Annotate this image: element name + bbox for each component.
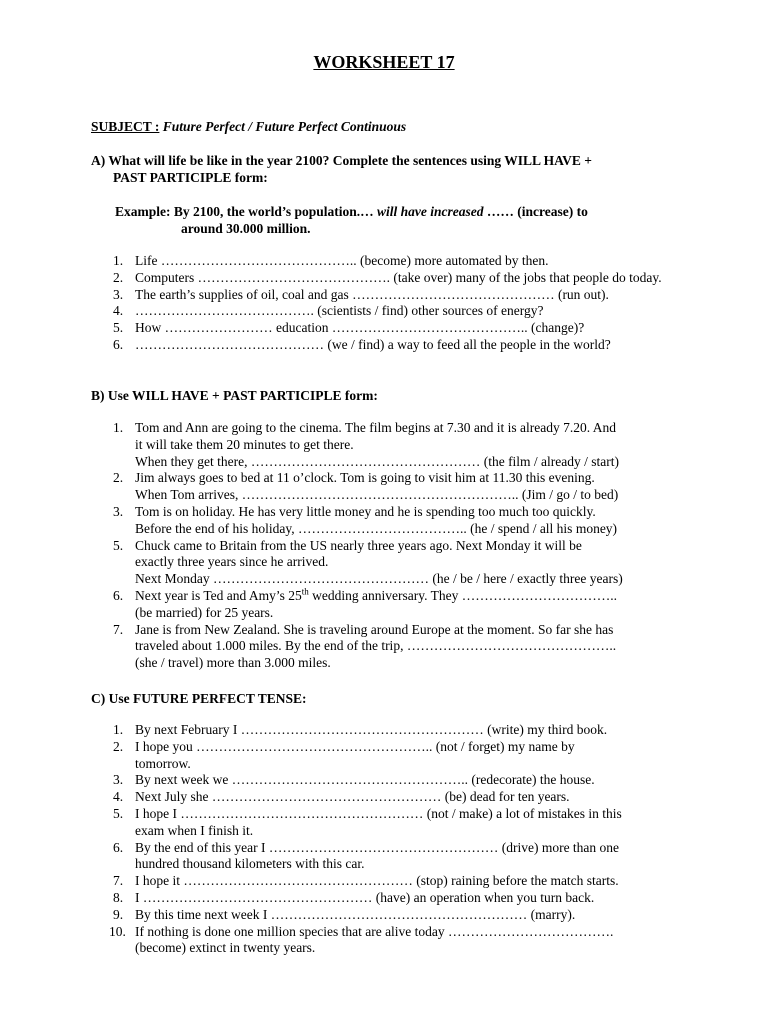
- item-number: 1.: [113, 253, 124, 268]
- item-line: (be married) for 25 years.: [135, 604, 274, 620]
- section-a-heading-line2: PAST PARTICIPLE form:: [113, 170, 268, 185]
- list-item: [113, 873, 703, 890]
- item-number: 5.: [113, 537, 124, 553]
- item-number: 2.: [113, 269, 124, 285]
- item-line: I …………………………………………… (have) an operation when you turn back.: [135, 889, 595, 905]
- list-item: [113, 789, 703, 806]
- item-line: Jane is from New Zealand. She is traveling around Europe at the moment. So far she has: [135, 621, 614, 637]
- item-line: I hope it …………………………………………… (stop) raining before the match starts.: [135, 873, 619, 889]
- item-line: By next week we …………………………………………….. (redecorate) the house.: [135, 772, 595, 788]
- list-item: [113, 303, 703, 320]
- item-line: Before the end of his holiday, ……………………………….. (he / spend / all his money): [135, 520, 618, 536]
- item-number: 5.: [113, 320, 124, 336]
- item-line: By this time next week I ………………………………………………… (marry).: [135, 906, 576, 922]
- item-line: it will take them 20 minutes to get there.: [135, 436, 354, 452]
- item-line: Next Monday ………………………………………… (he / be / here / exactly three years): [135, 571, 623, 587]
- item-line: Chuck came to Britain from the US nearly three years ago. Next Monday it will be: [135, 537, 582, 553]
- item-line: When Tom arrives, …………………………………………………….. (Jim / go / to bed): [135, 487, 619, 503]
- item-line: Next July she …………………………………………… (be) dead for ten years.: [135, 789, 570, 805]
- item-line: I hope you …………………………………………….. (not / forget) my name by: [135, 738, 575, 754]
- list-item: [113, 270, 703, 287]
- item-line: tomorrow.: [135, 755, 191, 771]
- item-number: 6.: [113, 587, 124, 603]
- example-line2: around 30.000 million.: [181, 221, 311, 236]
- item-line: Tom and Ann are going to the cinema. The film begins at 7.30 and it is already 7.20. And: [135, 420, 616, 435]
- item-line: exam when I finish it.: [135, 822, 254, 838]
- item-number: 4.: [113, 303, 124, 319]
- item-number: 1.: [113, 420, 124, 435]
- item-line: By next February I ……………………………………………… (write) my third book.: [135, 722, 608, 737]
- section-a-heading-line1: A) What will life be like in the year 2100? Complete the sentences using WILL HAVE +: [91, 153, 592, 168]
- subject-value: Future Perfect / Future Perfect Continuous: [162, 119, 407, 134]
- list-item: [113, 890, 703, 907]
- list-item: [113, 772, 703, 789]
- section-b-list: [113, 420, 703, 672]
- section-b-heading: B) Use WILL HAVE + PAST PARTICIPLE form:: [91, 388, 378, 403]
- section-c-list: [109, 722, 703, 957]
- example-sentence: [115, 203, 675, 237]
- item-line: (become) extinct in twenty years.: [135, 940, 316, 956]
- item-number: 9.: [113, 906, 124, 922]
- item-text: Computers ……………………………………. (take over) many of the jobs that people do today.: [135, 269, 662, 285]
- item-text: …………………………………. (scientists / find) other sources of energy?: [135, 303, 544, 319]
- item-text: …………………………………… (we / find) a way to feed all the people in the world?: [135, 336, 611, 352]
- list-item: [109, 923, 703, 958]
- list-item: [113, 739, 703, 773]
- subject-line: [91, 119, 406, 135]
- item-line: When they get there, …………………………………………… (the film / already / start): [135, 453, 620, 469]
- item-number: 7.: [113, 621, 124, 637]
- item-number: 1.: [113, 722, 124, 737]
- item-number: 10.: [109, 923, 126, 939]
- item-number: 3.: [113, 286, 124, 302]
- item-number: 4.: [113, 789, 124, 805]
- item-number: 3.: [113, 503, 124, 519]
- item-number: 6.: [113, 336, 124, 352]
- item-line: (she / travel) more than 3.000 miles.: [135, 655, 331, 671]
- list-item: [113, 538, 703, 588]
- page-title: WORKSHEET 17: [313, 52, 455, 72]
- item-line: By the end of this year I …………………………………………… (drive) more than one: [135, 839, 620, 855]
- list-item: [113, 504, 703, 538]
- item-number: 3.: [113, 772, 124, 788]
- item-number: 6.: [113, 839, 124, 855]
- item-line: traveled about 1.000 miles. By the end of the trip, ………………………………………..: [135, 638, 617, 654]
- item-line: exactly three years since he arrived.: [135, 554, 329, 570]
- list-item: [113, 588, 703, 622]
- subject-label: SUBJECT :: [91, 119, 160, 134]
- list-item: [113, 337, 703, 354]
- list-item: [113, 470, 703, 504]
- item-line: Jim always goes to bed at 11 o’clock. Tom is going to visit him at 11.30 this evening.: [135, 470, 595, 486]
- example-answer: will have increased: [377, 204, 484, 219]
- example-tail: …… (increase) to: [483, 204, 588, 219]
- section-a-heading: [91, 152, 592, 186]
- item-number: 5.: [113, 805, 124, 821]
- item-line: If nothing is done one million species that are alive today ……………………………….: [135, 923, 614, 939]
- list-item: [113, 806, 703, 840]
- item-line: Next year is Ted and Amy’s 25th wedding anniversary. They ……………………………..: [135, 586, 618, 603]
- list-item: [113, 722, 703, 739]
- item-text: Life …………………………………….. (become) more automated by then.: [135, 253, 549, 268]
- list-item: [113, 320, 703, 337]
- example-lead: Example: By 2100, the world’s population.…: [115, 204, 378, 219]
- section-c-heading: C) Use FUTURE PERFECT TENSE:: [91, 691, 307, 706]
- list-item: [113, 253, 703, 270]
- list-item: [113, 287, 703, 304]
- list-item: [113, 420, 703, 470]
- item-line: Tom is on holiday. He has very little money and he is spending too much too quickly.: [135, 503, 596, 519]
- item-text: The earth’s supplies of oil, coal and gas ……………………………………… (run out).: [135, 286, 609, 302]
- item-number: 2.: [113, 738, 124, 754]
- item-text: How …………………… education …………………………………….. (change)?: [135, 320, 585, 336]
- list-item: [113, 907, 703, 924]
- item-number: 7.: [113, 873, 124, 889]
- section-a-list: [113, 253, 703, 354]
- list-item: [113, 622, 703, 672]
- item-line: I hope I ……………………………………………… (not / make) a lot of mistakes in this: [135, 805, 622, 821]
- list-item: [113, 840, 703, 874]
- item-number: 2.: [113, 470, 124, 486]
- item-line: hundred thousand kilometers with this car.: [135, 856, 365, 872]
- item-number: 8.: [113, 889, 124, 905]
